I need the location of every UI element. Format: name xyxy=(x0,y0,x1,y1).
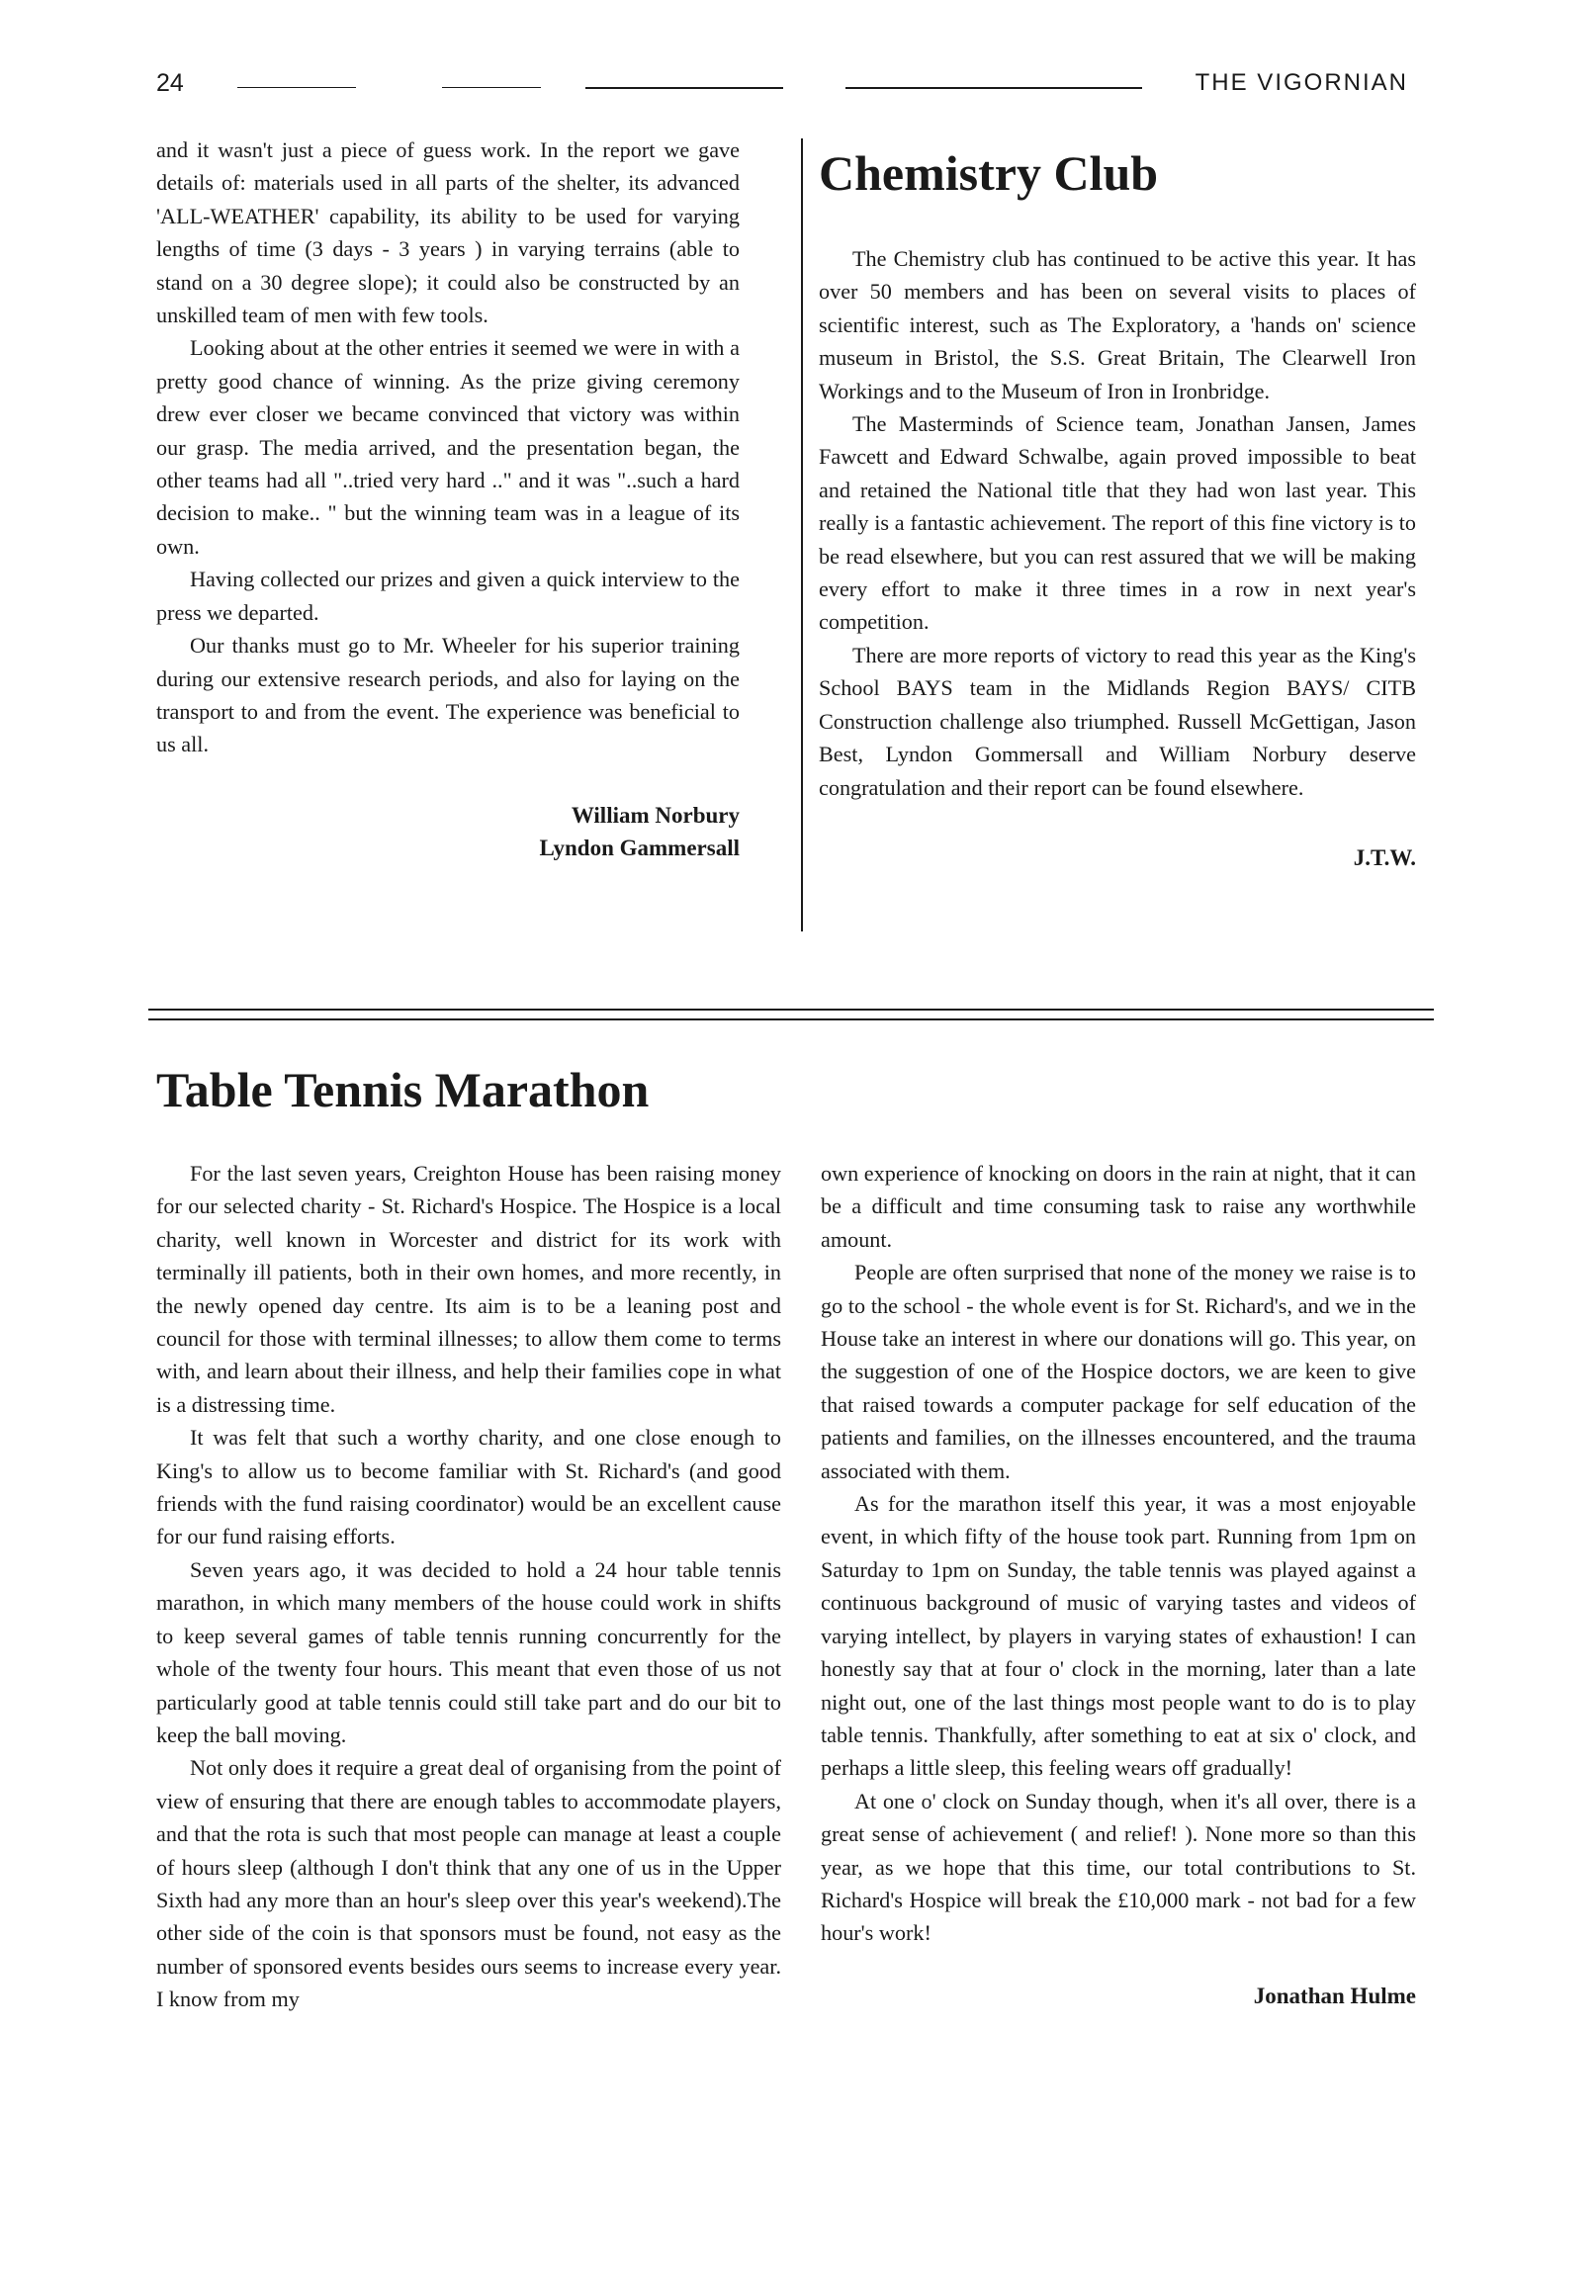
chemistry-club-title: Chemistry Club xyxy=(819,145,1159,201)
publication-title: THE VIGORNIAN xyxy=(1195,69,1408,96)
table-tennis-author: Jonathan Hulme xyxy=(1253,1983,1416,2008)
shelter-paragraph: Our thanks must go to Mr. Wheeler for his superior training during our extensive research periods, and also for laying on the transport to and from the event. The experience was beneficial to us all. xyxy=(156,633,740,757)
table-tennis-paragraph: As for the marathon itself this year, it was a most enjoyable event, in which fifty of the house took part. Running from 1pm on Saturday to 1pm on Sunday, the table tennis was played against a continuous background of music of varying tastes and videos of varying intellect, by players in varying states of exhaustion! I can honestly say that at four o' clock in the morning, later than a late night out, one of the last things most people want to do is to play table tennis. Thankfully, after something to eat at six o' clock, and perhaps a little sleep, this feeling wears off gradually! xyxy=(821,1491,1416,1781)
column-rule xyxy=(801,138,803,931)
chemistry-author: J.T.W. xyxy=(1353,844,1416,870)
shelter-paragraph: Having collected our prizes and given a quick interview to the press we departed. xyxy=(156,567,740,625)
header-rule xyxy=(442,87,541,88)
shelter-author: William Norbury xyxy=(571,802,740,828)
table-tennis-left-column xyxy=(156,1157,781,2016)
table-tennis-title: Table Tennis Marathon xyxy=(156,1062,650,1117)
table-tennis-paragraph: People are often surprised that none of the money we raise is to go to the school - the whole event is for St. Richard's, and we in the House take an interest in where our donations will go. This year, on the suggestion of one of the Hospice doctors, we are keen to give that raised towards a computer package for self education of the patients and families, on the illnesses encountered, and the trauma associated with them. xyxy=(821,1260,1416,1483)
shelter-author: Lyndon Gammersall xyxy=(539,835,740,860)
table-tennis-paragraph: Not only does it require a great deal of organising from the point of view of ensuring that there are enough tables to accommodate players, and that the rota is such that most people can manage at least a couple of hours sleep (although I don't think that any one of us in the Upper Sixth had any more than an hour's sleep over this year's weekend).The other side of the coin is that sponsors must be found, not easy as the number of sponsored events besides ours seems to increase every year. I know from my xyxy=(156,1755,781,2012)
table-tennis-paragraph: At one o' clock on Sunday though, when it's all over, there is a great sense of achievement ( and relief! ). None more so than this year, as we hope that this time, our total contributions to St. Richard's Hospice will break the £10,000 mark - not bad for a few hour's work! xyxy=(821,1788,1416,1946)
shelter-article xyxy=(156,133,740,864)
header-rule xyxy=(237,87,356,88)
header-rule xyxy=(845,87,1142,89)
shelter-paragraph: Looking about at the other entries it seemed we were in with a pretty good chance of winning. As the prize giving ceremony drew ever closer we became convinced that victory was within our grasp. The media arrived, and the presentation began, the other teams had all "..tried very hard .." and it was "..such a hard decision to make.. " but the winning team was in a league of its own. xyxy=(156,335,740,559)
chemistry-paragraph: The Masterminds of Science team, Jonathan Jansen, James Fawcett and Edward Schwalbe, again proved impossible to beat and retained the National title that they had won last year. This really is a fantastic achievement. The report of this fine victory is to be read elsewhere, but you can rest assured that we will be making every effort to make it three times in a row in next year's competition. xyxy=(819,411,1416,635)
table-tennis-paragraph: own experience of knocking on doors in the rain at night, that it can be a difficult and time consuming task to raise any worthwhile amount. xyxy=(821,1161,1416,1252)
page-number: 24 xyxy=(156,69,184,97)
chemistry-paragraph: There are more reports of victory to read this year as the King's School BAYS team in the Midlands Region BAYS/ CITB Construction challenge also triumphed. Russell McGettigan, Jason Best, Lyndon Gommersall and William Norbury deserve congratulation and their report can be found elsewhere. xyxy=(819,642,1416,800)
table-tennis-paragraph: Seven years ago, it was decided to hold a 24 hour table tennis marathon, in which many members of the house could work in shifts to keep several games of table tennis running concurrently for the whole of the twenty four hours. This meant that even those of us not particularly good at table tennis could still take part and do our bit to keep the ball moving. xyxy=(156,1556,781,1747)
chemistry-club-article xyxy=(819,242,1416,874)
table-tennis-paragraph: It was felt that such a worthy charity, and one close enough to King's to allow us to become familiar with St. Richard's (and good friends with the fund raising coordinator) would be an excellent cause for our fund raising efforts. xyxy=(156,1425,781,1549)
shelter-paragraph: and it wasn't just a piece of guess work. In the report we gave details of: materials used in all parts of the shelter, its advanced 'ALL-WEATHER' capability, its ability to be used for varying lengths of time (3 days - 3 years ) in varying terrains (able to stand on a 30 degree slope); it could also be constructed by an unskilled team of men with few tools. xyxy=(156,137,740,328)
section-rule xyxy=(148,1018,1434,1020)
table-tennis-right-column xyxy=(821,1157,1416,2012)
section-rule xyxy=(148,1009,1434,1011)
chemistry-paragraph: The Chemistry club has continued to be active this year. It has over 50 members and has been on several visits to places of scientific interest, such as The Exploratory, a 'hands on' science museum in Bristol, the S.S. Great Britain, The Clearwell Iron Workings and to the Museum of Iron in Ironbridge. xyxy=(819,246,1416,403)
table-tennis-paragraph: For the last seven years, Creighton House has been raising money for our selected charity - St. Richard's Hospice. The Hospice is a local charity, well known in Worcester and district for its work with terminally ill patients, both in their own homes, and more recently, in the newly opened day centre. Its aim is to be a leaning post and council for those with terminal illnesses; to allow them come to terms with, and learn about their illness, and help their families cope in what is a distressing time. xyxy=(156,1161,781,1417)
header-rule xyxy=(585,87,783,89)
